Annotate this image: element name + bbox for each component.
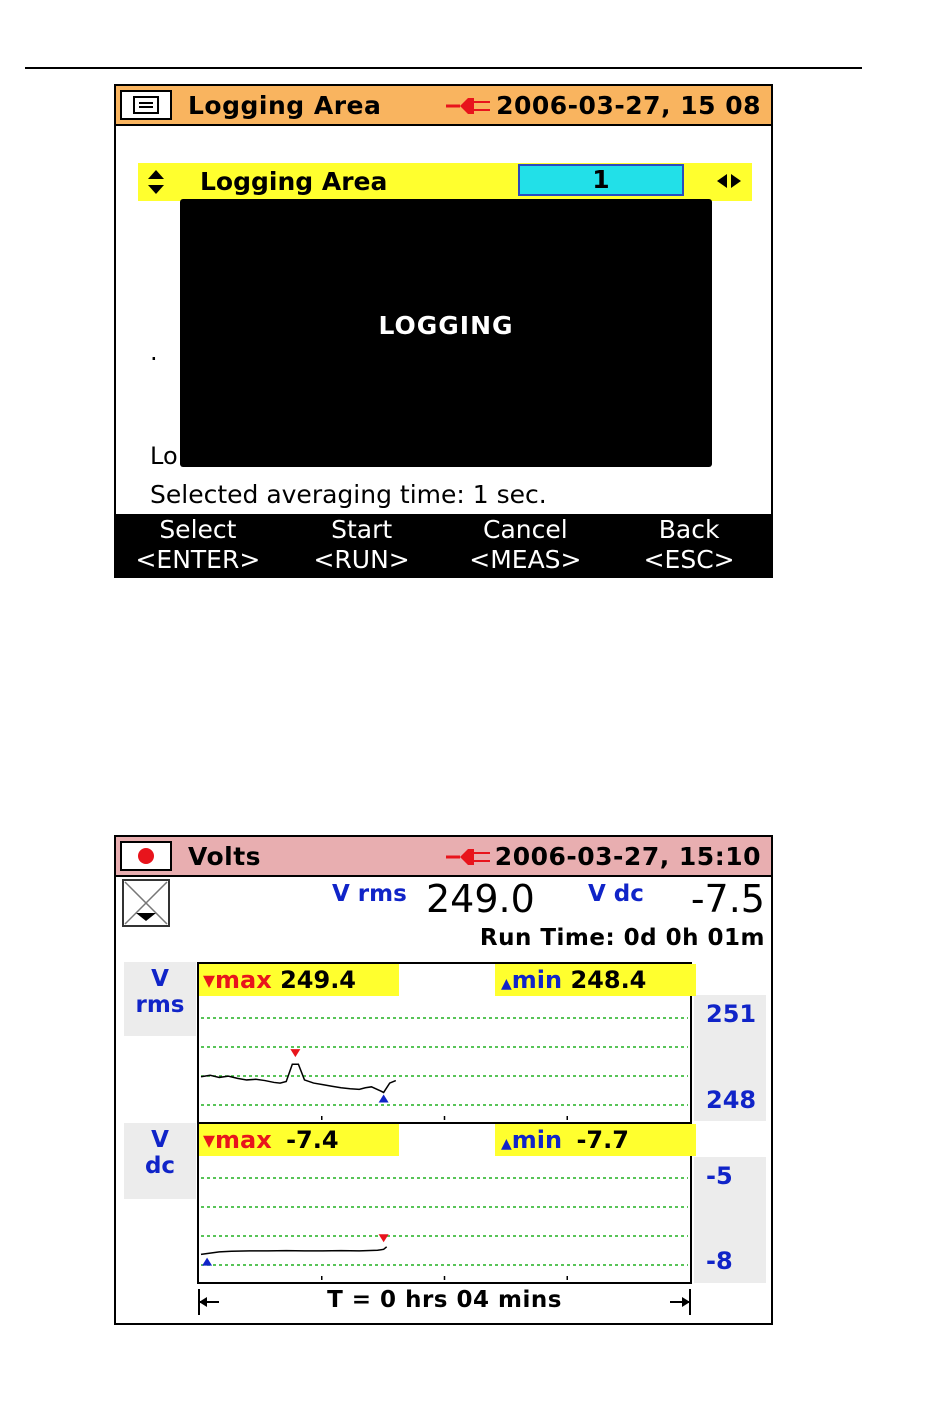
plot-label-line: V (151, 1127, 169, 1153)
reading-unit-vdc: V dc (588, 881, 644, 907)
plot-label-line: V (151, 966, 169, 992)
page-header-rule (25, 67, 862, 69)
scale-top-vdc: -5 (706, 1162, 733, 1190)
date-time: 2006-03-27, 15:10 (494, 842, 761, 871)
min-label: min (511, 966, 563, 994)
record-icon (120, 841, 172, 871)
softkey-start[interactable] (280, 514, 444, 576)
softkey-select[interactable] (116, 514, 280, 576)
screen-title: Logging Area (188, 91, 382, 120)
min-marker (202, 1258, 212, 1266)
min-up-arrow-icon: ▲ (501, 976, 512, 992)
min-up-arrow-icon: ▲ (501, 1136, 512, 1152)
softkey-bar (116, 514, 771, 576)
scale-bottom-vrms: 248 (706, 1086, 757, 1114)
obscured-text-dot: . (150, 338, 158, 366)
trend-line (201, 1064, 396, 1092)
min-stat-vrms (495, 964, 696, 996)
max-down-arrow-icon: ▾ (203, 1126, 216, 1154)
title-bar (116, 837, 771, 877)
probe-connection-icon (446, 95, 492, 117)
setting-label: Logging Area (200, 167, 388, 196)
softkey-cancel[interactable] (444, 514, 608, 576)
logging-area-screen (114, 84, 773, 578)
plot-label-line: dc (144, 1153, 176, 1179)
min-label: min (511, 1126, 563, 1154)
averaging-time-info: Selected averaging time: 1 sec. (150, 480, 547, 509)
logging-area-setting[interactable] (138, 163, 752, 201)
softkey-label: Back (658, 515, 720, 544)
max-marker (290, 1049, 300, 1057)
run-time: Run Time: 0d 0h 01m (479, 925, 765, 951)
screen-title: Volts (188, 842, 262, 871)
reading-unit-vrms: V rms (332, 881, 407, 907)
logging-dialog-text: LOGGING (378, 311, 514, 340)
left-right-arrow-icon (716, 173, 742, 189)
probe-connection-icon (446, 846, 492, 868)
up-down-arrow-icon (146, 169, 166, 195)
min-marker (379, 1094, 389, 1102)
plot-vdc (197, 1122, 692, 1284)
title-bar (116, 86, 771, 126)
plot-vrms (197, 962, 692, 1124)
reading-value-vrms: 249.0 (426, 877, 535, 921)
softkey-label: Select (159, 515, 237, 544)
max-value: 249.4 (280, 966, 357, 994)
softkey-label: Start (331, 515, 393, 544)
time-axis (197, 1285, 692, 1321)
max-value: -7.4 (286, 1126, 339, 1154)
softkey-key: <MEAS> (469, 545, 582, 574)
obscured-text-line: Lo (150, 442, 178, 470)
min-value: 248.4 (570, 966, 647, 994)
plot-label-vrms (124, 962, 196, 1036)
softkey-key: <ENTER> (135, 545, 261, 574)
volts-trend-screen (114, 835, 773, 1325)
softkey-key: <ESC> (643, 545, 735, 574)
scale-top-vrms: 251 (706, 1000, 757, 1028)
softkey-key: <RUN> (313, 545, 410, 574)
menu-icon (120, 90, 172, 120)
logging-dialog (180, 199, 712, 467)
date-time: 2006-03-27, 15 08 (496, 91, 761, 120)
plot-label-vdc (124, 1123, 196, 1199)
min-stat-vdc (495, 1124, 696, 1156)
softkey-label: Cancel (483, 515, 568, 544)
max-marker (379, 1234, 389, 1242)
max-label: max (215, 966, 272, 994)
max-label: max (215, 1126, 272, 1154)
plot-label-line: rms (135, 992, 185, 1018)
min-value: -7.7 (576, 1126, 629, 1154)
max-stat-vdc (199, 1124, 399, 1156)
trend-zoom-icon[interactable] (122, 879, 170, 927)
max-stat-vrms (199, 964, 399, 996)
max-down-arrow-icon: ▾ (203, 966, 216, 994)
softkey-back[interactable] (607, 514, 771, 576)
time-span-label: T = 0 hrs 04 mins (327, 1287, 562, 1313)
reading-value-vdc: -7.5 (690, 877, 765, 921)
trend-line (201, 1247, 387, 1255)
scale-bottom-vdc: -8 (706, 1247, 733, 1275)
setting-value-field[interactable]: 1 (518, 164, 684, 196)
